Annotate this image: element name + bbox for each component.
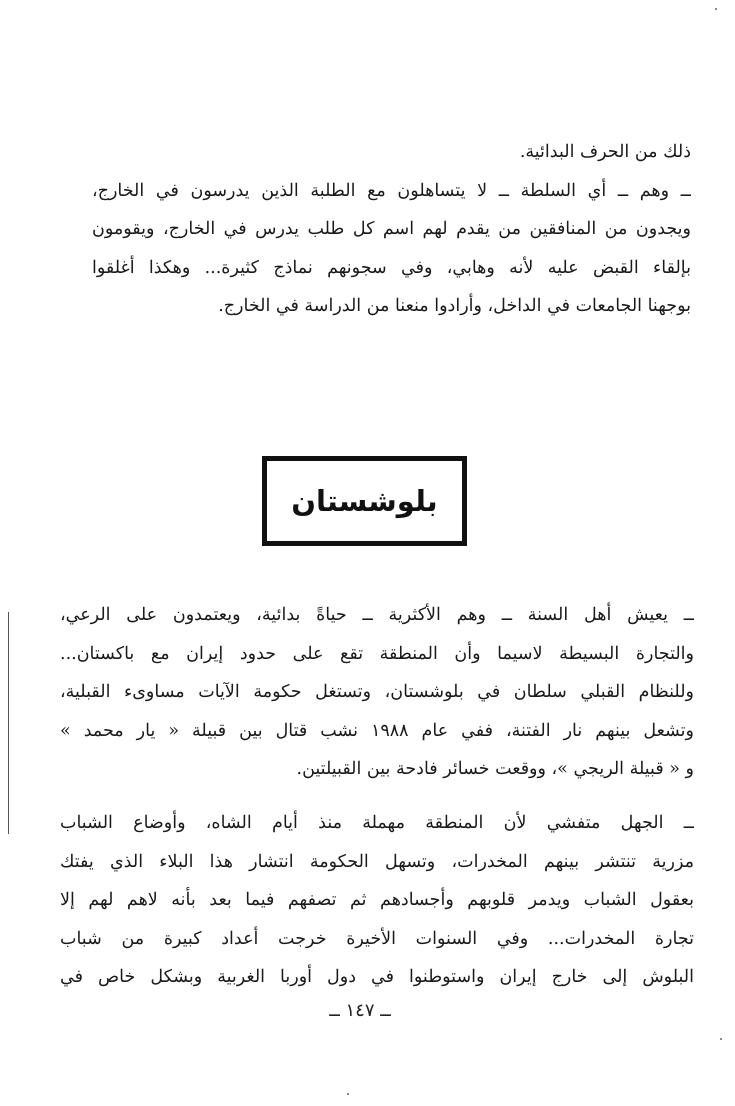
scan-speck [720, 1038, 722, 1040]
scan-margin-line [8, 612, 9, 834]
paragraph-sunni-life [60, 596, 694, 789]
text-line: البلوش إلى خارج إيران واستوطنوا في دول أوربا الغربية وبشكل خاص في [60, 967, 694, 987]
text-line: بعقول الشباب ويدمر قلوبهم وأجسادهم ثم تصفهم فيما بعد بأنه لاهم لهم إلا [60, 890, 694, 910]
text-line: ــ الجهل متفشي لأن المنطقة مهملة منذ أيام الشاه، وأوضاع الشباب [60, 813, 694, 833]
text-line: مزرية تنتشر بينهم المخدرات، وتسهل الحكومة انتشار هذا البلاء الذي يفتك [60, 851, 694, 872]
scan-speck [347, 1093, 349, 1095]
scan-speck [715, 8, 717, 10]
text-line: ــ وهم ــ أي السلطة ــ لا يتساهلون مع الطلبة الذين يدرسون في الخارج، [92, 180, 691, 201]
text-line: والتجارة البسيطة لاسيما وأن المنطقة تقع على حدود إيران مع باكستان... [60, 643, 694, 664]
page-number: ــ ١٤٧ ــ [329, 1000, 391, 1021]
text-line: تجارة المخدرات... وفي السنوات الأخيرة خرجت أعداد كبيرة من شباب [60, 928, 694, 949]
text-line: ويجدون من المنافقين من يقدم لهم اسم كل طلب يدرس في الخارج، ويقومون [92, 219, 691, 239]
text-line: وللنظام القبلي سلطان في بلوشستان، وتستغل حكومة الآيات مساوىء القبلية، [60, 682, 694, 702]
paragraph-intro [92, 133, 691, 326]
text-line: و « قبيلة الريجي »، ووقعت خسائر فادحة بين القبيلتين. [296, 759, 694, 779]
text-line: ــ يعيش أهل السنة ــ وهم الأكثرية ــ حياةً بدائية، ويعتمدون على الرعي، [60, 605, 694, 625]
text-line: ذلك من الحرف البدائية. [519, 142, 691, 162]
paragraph-ignorance [60, 804, 694, 997]
text-line: وتشعل بينهم نار الفتنة، ففي عام ١٩٨٨ نشب قتال بين قبيلة « يار محمد » [60, 720, 694, 741]
section-title-box [262, 456, 467, 546]
text-line: بوجهنا الجامعات في الداخل، وأرادوا منعنا من الدراسة في الخارج. [218, 296, 691, 316]
section-title: بلوشستان [291, 484, 438, 518]
text-line: بإلقاء القبض عليه لأنه وهابي، وفي سجونهم نماذج كثيرة... وهكذا أغلقوا [92, 257, 691, 278]
